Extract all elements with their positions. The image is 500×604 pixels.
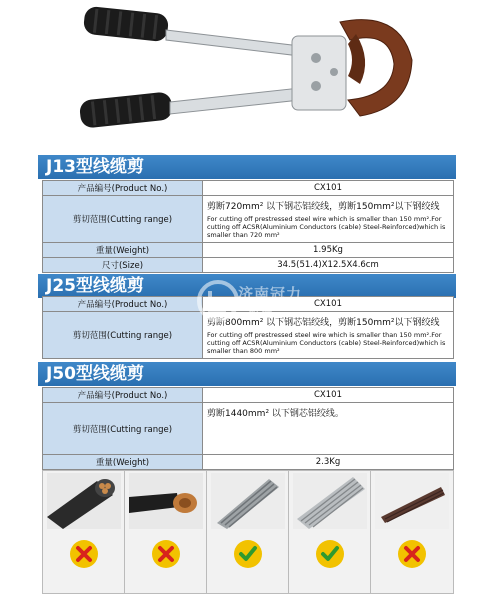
check-icon [233, 539, 263, 569]
cable-sample-1 [43, 471, 125, 593]
cable-acsr-strand-icon [293, 473, 367, 529]
product-no-label: 产品编号(Product No.) [43, 181, 203, 196]
spec-table-j25 [42, 296, 454, 359]
cutting-range-label: 剪切范围(Cutting range) [43, 312, 203, 359]
product-no-value: CX101 [203, 297, 454, 312]
spec-table-j13 [42, 180, 454, 273]
product-no-value: CX101 [203, 181, 454, 196]
check-icon [315, 539, 345, 569]
product-no-label: 产品编号(Product No.) [43, 388, 203, 403]
cable-cutter-image [0, 0, 500, 150]
cutting-range-label: 剪切范围(Cutting range) [43, 196, 203, 243]
cable-sample-2 [125, 471, 207, 593]
cable-sample-5 [371, 471, 453, 593]
watermark-line2: 机械 [248, 305, 275, 319]
cross-icon [151, 539, 181, 569]
section-title-j50: J50型线缆剪 [38, 362, 456, 386]
weight-value: 1.95Kg [203, 243, 454, 258]
cutting-range-en: For cutting off prestressed steel wire which is smaller than 150 mm².For cutting off ACSR(Aluminium Conductors (cable) Steel-Reinforced)which is smaller than 720 mm² [207, 215, 446, 239]
product-no-label: 产品编号(Product No.) [43, 297, 203, 312]
cutting-range-value [203, 312, 454, 359]
weight-value: 2.3Kg [203, 455, 454, 470]
cutting-range-value [203, 196, 454, 243]
weight-label: 重量(Weight) [43, 243, 203, 258]
cutting-range-cn: 剪断720mm² 以下钢芯铝绞线，剪断150mm²以下钢绞线 [207, 202, 440, 212]
size-label: 尺寸(Size) [43, 258, 203, 273]
weight-label: 重量(Weight) [43, 455, 203, 470]
spec-table-j50 [42, 387, 454, 470]
cutting-range-cn: 剪断800mm² 以下钢芯铝绞线，剪断150mm²以下钢绞线 [207, 318, 440, 328]
cutting-range-label: 剪切范围(Cutting range) [43, 403, 203, 455]
section-title-j13: J13型线缆剪 [38, 155, 456, 179]
cable-steel-wire-rope-icon [375, 473, 449, 529]
size-value: 34.5(51.4)X12.5X4.6cm [203, 258, 454, 273]
cutting-range-value [203, 403, 454, 455]
cable-copper-sheathed-icon [47, 473, 121, 529]
cable-aluminium-strand-icon [211, 473, 285, 529]
product-no-value: CX101 [203, 388, 454, 403]
cable-copper-stranded-icon [129, 473, 203, 529]
cable-samples-strip [42, 470, 454, 594]
cross-icon [397, 539, 427, 569]
section-title-j25: J25型线缆剪 [38, 274, 456, 298]
cutting-range-cn: 剪断1440mm² 以下钢芯铝绞线。 [207, 409, 344, 419]
cable-sample-3 [207, 471, 289, 593]
cross-icon [69, 539, 99, 569]
watermark-line1: 济南冠力 [238, 285, 303, 303]
cable-sample-4 [289, 471, 371, 593]
cutting-range-en: For cutting off prestressed steel wire which is smaller than 150 mm².For cutting off ACSR(Aluminium Conductors (cable) Steel-Reinforced)which is smaller than 800 mm² [207, 331, 446, 355]
